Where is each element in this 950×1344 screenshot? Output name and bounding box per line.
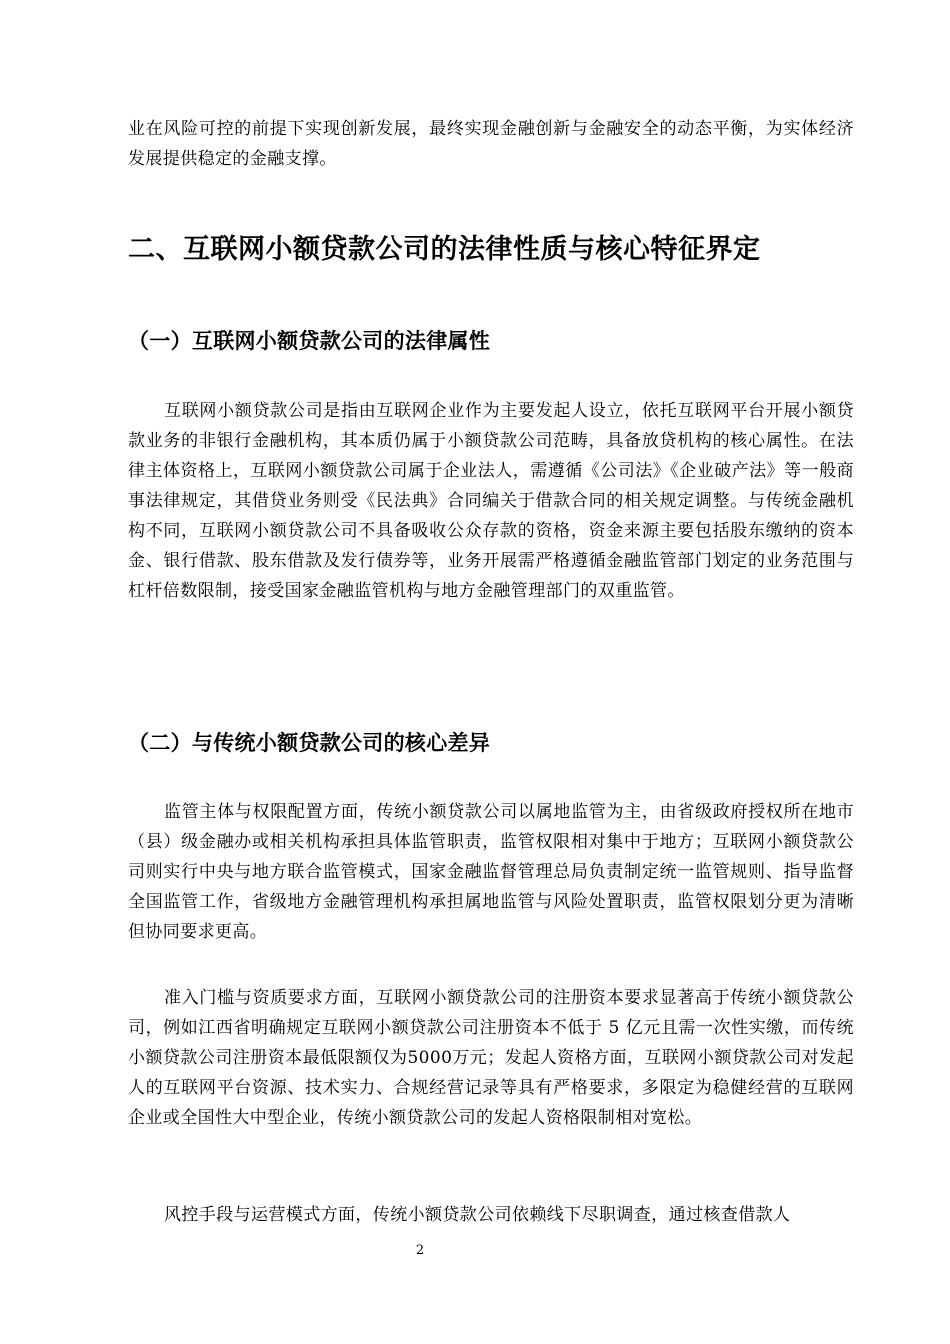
page-number: 2 bbox=[415, 1243, 425, 1258]
paragraph-risk-control: 风控手段与运营模式方面，传统小额贷款公司依赖线下尽职调查，通过核查借款人 bbox=[164, 1205, 791, 1225]
paragraph-supervision: 监管主体与权限配置方面，传统小额贷款公司以属地监管为主，由省级政府授权所在地市（县）级金融办或相关机构承担具体监管职责，监管权限相对集中于地方；互联网小额贷款公司则实行中央与地方联合监管模式，国家金融监督管理总局负责制定统一监管规则、指导监督全国监管工作，省级地方金融管理机构承担属地监管与风险处置职责，监管权限划分更为清晰但协同要求更高。 bbox=[128, 802, 854, 942]
subsection-heading-legal-attribute: （一）互联网小额贷款公司的法律属性 bbox=[128, 329, 491, 353]
paragraph-intro-continuation: 业在风险可控的前提下实现创新发展，最终实现金融创新与金融安全的动态平衡，为实体经济发展提供稳定的金融支撑。 bbox=[128, 119, 854, 169]
section-heading: 二、互联网小额贷款公司的法律性质与核心特征界定 bbox=[128, 234, 761, 265]
paragraph-legal-attribute: 互联网小额贷款公司是指由互联网企业作为主要发起人设立，依托互联网平台开展小额贷款业务的非银行金融机构，其本质仍属于小额贷款公司范畴，具备放贷机构的核心属性。在法律主体资格上，互联网小额贷款公司属于企业法人，需遵循《公司法》《企业破产法》等一般商事法律规定，其借贷业务则受《民法典》合同编关于借款合同的相关规定调整。与传统金融机构不同，互联网小额贷款公司不具备吸收公众存款的资格，资金来源主要包括股东缴纳的资本金、银行借款、股东借款及发行债券等，业务开展需严格遵循金融监管部门划定的业务范围与杠杆倍数限制，接受国家金融监管机构与地方金融管理部门的双重监管。 bbox=[128, 401, 854, 601]
paragraph-entry-threshold: 准入门槛与资质要求方面，互联网小额贷款公司的注册资本要求显著高于传统小额贷款公司，例如江西省明确规定互联网小额贷款公司注册资本不低于 5 亿元且需一次性实缴，而传统小额贷款公司注册资本最低限额仅为5000万元；发起人资格方面，互联网小额贷款公司对发起人的互联网平台资源、技术实力、合规经营记录等具有严格要求，多限定为稳健经营的互联网企业或全国性大中型企业，传统小额贷款公司的发起人资格限制相对宽松。 bbox=[128, 988, 854, 1128]
subsection-heading-core-difference: （二）与传统小额贷款公司的核心差异 bbox=[128, 731, 491, 755]
